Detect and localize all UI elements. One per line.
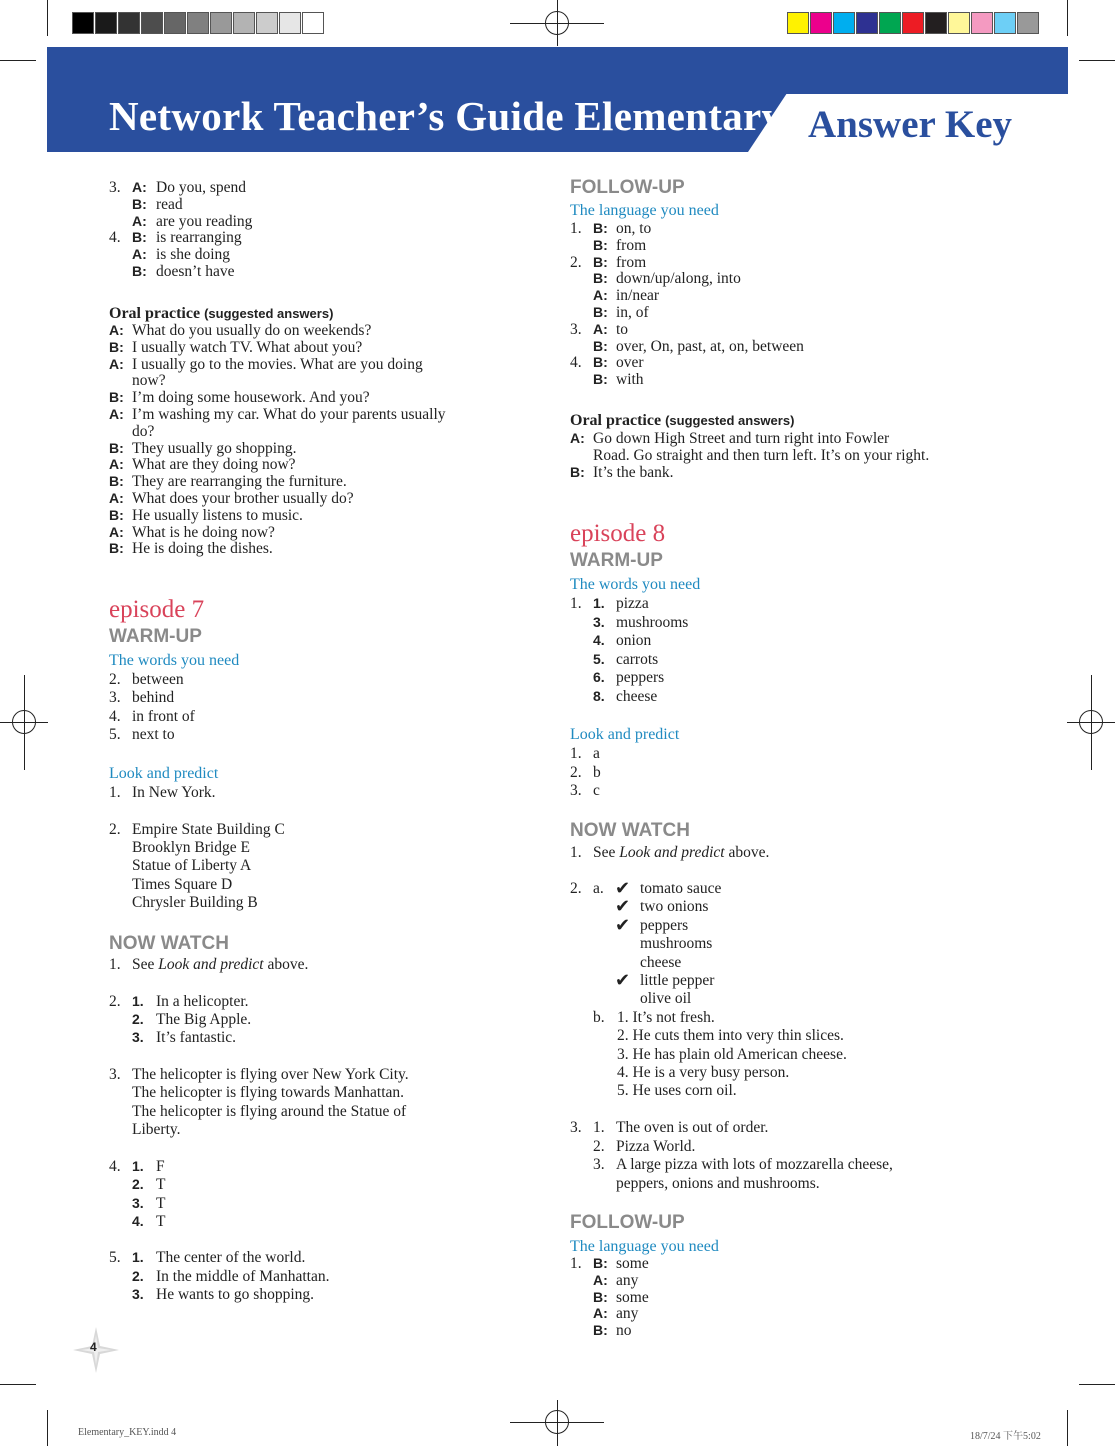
speaker-label: B: (593, 1255, 608, 1271)
speaker-label: B: (109, 439, 124, 456)
sub-item-number: 3. (593, 1156, 605, 1173)
item-number: 2. (109, 993, 121, 1010)
word: in front of (132, 707, 195, 725)
true-false-answer: T (156, 1194, 166, 1212)
sub-item-number: 8. (593, 687, 605, 704)
item-number: 1. (109, 956, 121, 973)
item-number: 2. (109, 821, 121, 838)
dialogue-line: do? (132, 422, 155, 440)
warm-up-heading: WARM-UP (570, 550, 663, 571)
dialogue-line: I usually go to the movies. What are you doing (132, 355, 423, 373)
speaker-label: A: (109, 456, 124, 473)
speaker-label: B: (593, 253, 608, 270)
dialogue-line: What does your brother usually do? (132, 490, 354, 507)
item-number: 3. (109, 689, 121, 707)
page-title: Network Teacher’s Guide Elementary (109, 93, 783, 139)
sub-item-number: 2. (593, 1137, 605, 1155)
answer-text: from (616, 236, 647, 254)
sub-item-letter: a. (593, 880, 604, 897)
word: between (132, 671, 184, 688)
answer-text: peppers, onions and mushrooms. (616, 1174, 820, 1192)
speaker-label: B: (593, 337, 608, 354)
speaker-label: B: (593, 304, 608, 320)
word: next to (132, 725, 175, 743)
answer-text: some (616, 1288, 649, 1306)
dialogue-line: Go down High Street and turn right into Fowler (593, 430, 890, 447)
language-you-need-heading: The language you need (570, 202, 719, 219)
sub-item-number: 4. (132, 1212, 144, 1229)
now-watch-heading: NOW WATCH (570, 820, 690, 841)
answer-text: In the middle of Manhattan. (156, 1267, 330, 1285)
word: carrots (616, 650, 659, 668)
answer-text: read (156, 196, 183, 213)
answer-sentence: The helicopter is flying towards Manhattan. (132, 1084, 405, 1102)
words-you-need-heading: The words you need (570, 576, 701, 593)
ingredient: olive oil (640, 990, 692, 1008)
answer-text: The Big Apple. (156, 1011, 252, 1029)
answer-text: any (616, 1271, 639, 1289)
speaker-label: B: (109, 338, 124, 355)
speaker-label: B: (132, 263, 147, 279)
speaker-label: B: (593, 220, 608, 236)
speaker-label: B: (593, 371, 608, 388)
checkmark-icon: ✔ (615, 878, 631, 898)
answer-text: It’s fantastic. (156, 1029, 237, 1047)
speaker-label: A: (109, 523, 124, 540)
answer-text: in, of (616, 304, 649, 321)
true-false-answer: T (156, 1212, 166, 1230)
dialogue-line: It’s the bank. (593, 463, 674, 481)
sub-item-number: 1. (593, 595, 605, 611)
answer-text: Pizza World. (616, 1137, 696, 1155)
look-and-predict-heading: Look and predict (109, 765, 219, 782)
sub-item-number: 1. (132, 1158, 144, 1174)
prediction-answer: c (593, 782, 600, 799)
speaker-label: A: (132, 246, 147, 262)
speaker-label: A: (593, 1271, 608, 1288)
answer-sentence: Liberty. (132, 1120, 181, 1138)
item-number: 3. (570, 782, 582, 799)
item-number: 2. (570, 763, 582, 781)
answer-sentence: The helicopter is flying over New York City. (132, 1066, 409, 1083)
word: behind (132, 689, 175, 707)
answer-key-title: Answer Key (808, 103, 1013, 146)
speaker-label: B: (132, 229, 147, 245)
speaker-label: B: (593, 270, 608, 287)
sub-item-number: 1. (132, 993, 144, 1009)
checkmark-icon: ✔ (615, 896, 631, 917)
speaker-label: B: (109, 389, 124, 406)
true-false-answer: F (156, 1158, 165, 1175)
speaker-label: A: (109, 355, 124, 372)
see-above-text: See Look and predict above. (593, 844, 770, 861)
dialogue-line: now? (132, 372, 166, 390)
dialogue-line: He usually listens to music. (132, 506, 303, 524)
item-number: 4. (109, 1158, 121, 1175)
sub-item-letter: b. (593, 1009, 605, 1026)
answer-text: to (616, 320, 629, 338)
speaker-label: A: (132, 213, 147, 229)
answer-text: no (616, 1322, 632, 1340)
answer-text: any (616, 1305, 639, 1323)
dialogue-line: I usually watch TV. What about you? (132, 338, 363, 356)
true-false-answer: T (156, 1176, 166, 1194)
ingredient: peppers (640, 916, 689, 934)
sub-item-number: 4. (593, 632, 605, 648)
landmark-answer: Chrysler Building B (132, 893, 258, 911)
landmark-answer: Brooklyn Bridge E (132, 839, 250, 857)
ingredient: tomato sauce (640, 880, 722, 897)
answer-text: over (616, 354, 644, 372)
item-number: 3. (109, 179, 121, 196)
item-number: 1. (570, 844, 582, 861)
landmark-answer: Empire State Building C (132, 821, 285, 838)
item-number: 5. (109, 725, 121, 743)
speaker-label: B: (109, 506, 124, 523)
speaker-label: A: (570, 430, 585, 446)
item-number: 1. (570, 220, 582, 237)
follow-up-heading: FOLLOW-UP (570, 177, 685, 198)
sub-item-number: 1. (593, 1119, 605, 1136)
answer-text: some (616, 1255, 649, 1272)
answer-text: on, to (616, 220, 652, 237)
file-slug: Elementary_KEY.indd 4 (78, 1427, 177, 1438)
answer-text: down/up/along, into (616, 270, 741, 288)
speaker-label: B: (593, 236, 608, 253)
landmark-answer: Times Square D (132, 875, 233, 893)
prediction-answer: b (593, 763, 601, 781)
now-watch-heading: NOW WATCH (109, 933, 229, 954)
item-number: 1. (570, 595, 582, 612)
oral-practice-title: Oral practice (109, 305, 201, 322)
speaker-label: B: (570, 463, 585, 480)
speaker-label: B: (109, 473, 124, 490)
warm-up-heading: WARM-UP (109, 626, 202, 647)
checkmark-icon: ✔ (615, 914, 631, 935)
answer-text: doesn’t have (156, 263, 235, 280)
sub-item-number: 5. (593, 650, 605, 667)
word: onion (616, 632, 652, 649)
answer-text: 5. He uses corn oil. (617, 1082, 737, 1100)
episode-8-title: episode 8 (570, 520, 666, 547)
prediction-answer: a (593, 745, 600, 762)
item-number: 4. (109, 229, 121, 246)
landmark-answer: Statue of Liberty A (132, 857, 252, 875)
answer-text: with (616, 371, 644, 389)
dialogue-line: Road. Go straight and then turn left. It’s on your right. (593, 446, 930, 464)
answer-text: Do you, spend (156, 179, 246, 196)
word: cheese (616, 687, 658, 705)
answer-text: 2. He cuts them into very thin slices. (617, 1027, 844, 1045)
item-number: 4. (109, 707, 121, 725)
sub-item-number: 2. (132, 1267, 144, 1284)
page-number-badge (73, 1327, 119, 1373)
speaker-label: B: (593, 1322, 608, 1339)
item-number: 3. (570, 1119, 582, 1136)
answer-text: is she doing (156, 246, 231, 263)
item-number: 2. (570, 253, 582, 271)
language-you-need-heading: The language you need (570, 1238, 719, 1255)
speaker-label: A: (593, 1305, 608, 1322)
answer-text: is rearranging (156, 229, 242, 246)
item-number: 2. (109, 671, 121, 688)
speaker-label: B: (593, 1288, 608, 1305)
speaker-label: B: (132, 196, 147, 212)
words-you-need-heading: The words you need (109, 652, 240, 669)
speaker-label: A: (132, 179, 147, 195)
word: pizza (616, 595, 649, 612)
sub-item-number: 2. (132, 1176, 144, 1193)
dialogue-line: What are they doing now? (132, 456, 296, 474)
sub-item-number: 3. (593, 613, 605, 630)
oral-practice-note: (suggested answers) (204, 306, 334, 321)
sub-item-number: 2. (132, 1011, 144, 1028)
sub-item-number: 1. (132, 1249, 144, 1265)
dialogue-line: They are rearranging the furniture. (132, 473, 347, 491)
dialogue-line: What do you usually do on weekends? (132, 322, 372, 339)
item-number: 1. (109, 784, 121, 801)
item-number: 1. (570, 745, 582, 762)
word: peppers (616, 669, 665, 686)
speaker-label: A: (109, 322, 124, 338)
dialogue-line: What is he doing now? (132, 523, 275, 541)
answer-text: In New York. (132, 784, 216, 801)
ingredient: mushrooms (640, 935, 713, 953)
answer-text: 4. He is a very busy person. (617, 1063, 790, 1081)
answer-text: A large pizza with lots of mozzarella cheese, (616, 1156, 893, 1173)
item-number: 3. (109, 1066, 121, 1083)
sub-item-number: 3. (132, 1194, 144, 1211)
word: mushrooms (616, 613, 689, 631)
item-number: 1. (570, 1255, 582, 1272)
answer-text: over, On, past, at, on, between (616, 337, 804, 355)
ingredient: cheese (640, 953, 682, 971)
answer-text: The oven is out of order. (616, 1119, 769, 1136)
follow-up-heading: FOLLOW-UP (570, 1212, 685, 1233)
speaker-label: A: (593, 287, 608, 304)
sub-item-number: 3. (132, 1286, 144, 1302)
oral-practice-note: (suggested answers) (665, 413, 795, 428)
page-number: 4 (90, 1340, 97, 1354)
speaker-label: A: (109, 490, 124, 506)
ingredient: two onions (640, 898, 709, 916)
episode-7-title: episode 7 (109, 596, 205, 623)
dialogue-line: I’m washing my car. What do your parents usually (132, 406, 446, 423)
speaker-label: A: (593, 320, 608, 337)
see-above-text: See Look and predict above. (132, 956, 309, 973)
speaker-label: B: (593, 354, 608, 371)
item-number: 2. (570, 880, 582, 897)
section-heading (109, 305, 333, 323)
item-number: 4. (570, 354, 582, 372)
oral-practice-title: Oral practice (570, 412, 662, 429)
answer-text: The center of the world. (156, 1249, 306, 1266)
answer-text: 3. He has plain old American cheese. (617, 1045, 847, 1063)
speaker-label: B: (109, 540, 124, 557)
answer-sentence: The helicopter is flying around the Statue of (132, 1102, 407, 1120)
checkmark-icon: ✔ (615, 970, 631, 990)
sub-item-number: 3. (132, 1029, 144, 1046)
item-number: 5. (109, 1249, 121, 1266)
dialogue-line: I’m doing some housework. And you? (132, 389, 370, 407)
speaker-label: A: (109, 406, 124, 422)
dialogue-line: He is doing the dishes. (132, 540, 273, 558)
answer-text: in/near (616, 287, 660, 305)
answer-text: from (616, 253, 647, 271)
answer-text: In a helicopter. (156, 993, 249, 1010)
date-stamp: 18/7/24 下午5:02 (970, 1431, 1041, 1442)
sub-item-number: 6. (593, 669, 605, 685)
item-number: 3. (570, 320, 582, 338)
look-and-predict-heading: Look and predict (570, 726, 680, 743)
answer-text: are you reading (156, 213, 253, 230)
dialogue-line: They usually go shopping. (132, 439, 297, 457)
ingredient: little pepper (640, 972, 715, 989)
answer-text: 1. It’s not fresh. (617, 1009, 715, 1026)
answer-text: He wants to go shopping. (156, 1286, 315, 1303)
section-heading (570, 412, 794, 430)
